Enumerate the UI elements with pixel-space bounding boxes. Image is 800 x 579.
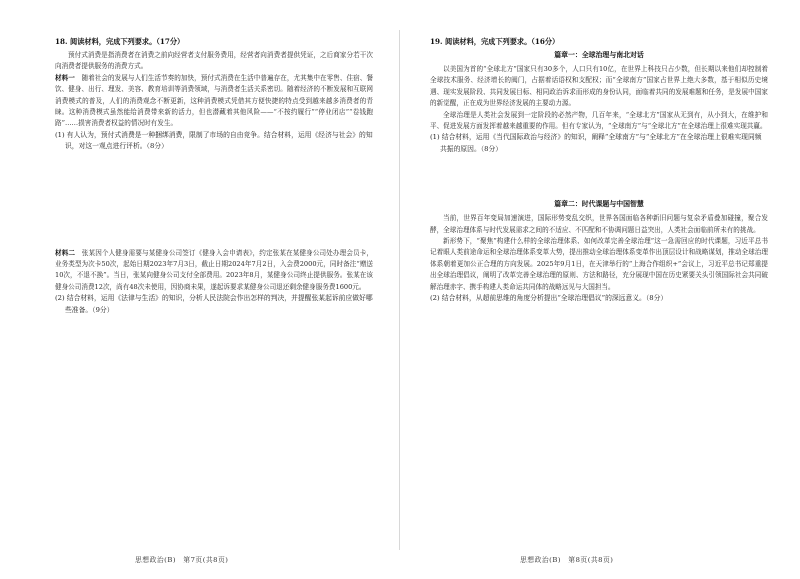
chapter-1-subquestion: (1) 结合材料，运用《当代国际政治与经济》的知识，阐释“全球南方”与“全球北方”在全球治理上很难实现同频共振的原因。（8分） <box>430 133 762 153</box>
subquestion-1: (1) 有人认为，预付式消费是一种捆绑消费，限制了市场的自由竞争。结合材料，运用《经济与社会》的知识，对这一观点进行评析。（8分） <box>55 130 373 151</box>
question-19 <box>430 36 768 305</box>
answer-space-2 <box>430 155 768 199</box>
chapter-2-paragraph-1: 当前，世界百年变局加速演进，国际形势变乱交织，世界各国面临各种新旧问题与复杂矛盾叠加碰撞，聚合发酵，全球治理体系与时代发展需求之间的不适应、不匹配和不协调问题日益突出，人类社会面临前所未有的挑战。 <box>430 214 768 234</box>
chapter-1-paragraph-2: 全球治理是人类社会发展到一定阶段的必然产物，几百年来，“全球北方”国家从无到有，从小到大，在维护和平、促进发展方面发挥着越来越重要的作用。但有专家认为，“全球南方”与“全球北方”在全球治理上很难实现共赢。 <box>430 110 768 131</box>
material-2-label: 材料二 <box>55 248 76 257</box>
subquestion-2: (2) 结合材料，运用《法律与生活》的知识，分析人民法院会作出怎样的判决，并提醒张某起诉前应做好哪些准备。（9分） <box>55 294 373 314</box>
material-2-text: 张某因个人健身需要与某健身公司签订《健身入会申请表》，约定张某在某健身公司处办理会员卡，业务类型为次卡50次，起始日期2023年7月3日，截止日期2024年7月2日，入会费2000元，同时备注“赠送10次，不退不换”。当日，张某向健身公司支付全部费用。2023年8月，某健身公司终止提供服务。张某在该健身公司消费12次，尚有48次未使用，因协商未果，遂起诉要求某健身公司退还剩余健身服务费1600元。 <box>55 248 374 291</box>
material-2 <box>55 248 373 294</box>
question-19-title: 19. 阅读材料，完成下列要求。（16分） <box>430 37 560 46</box>
question-18-title: 18. 阅读材料，完成下列要求。（17分） <box>55 37 185 46</box>
material-1-text: 随着社会的发展与人们生活节奏的加快，预付式消费在生活中普遍存在，尤其集中在零售、住宿、餐饮、健身、出行、理发、美容、教育培训等消费领域，与消费者生活关系密切。随着经济的不断发展和互联网消费模式的普及，人们的消费观念不断更新，这种消费模式凭借其方便快捷的特点受到越来越多消费者的青睐。这种消费模式虽然能给消费带来新的活力，但也潜藏着其他风险——“不按约履行”“停业闭店”“卷钱跑路”……损害消费者权益的情况时有发生。 <box>55 73 374 128</box>
answer-space-1 <box>55 153 373 248</box>
material-1-label: 材料一 <box>55 73 75 82</box>
chapter-2-title: 篇章二：时代课题与中国智慧 <box>554 200 644 209</box>
page-8 <box>400 0 800 579</box>
page-footer-right: 思想政治(B) 第8页(共8页) <box>520 556 614 564</box>
chapter-2-paragraph-2: 新形势下，“聚焦”构建什么样的全球治理体系、如何改革完善全球治理”这一急需回应的时代课题，习近平总书记着眼人类前途命运和全球治理体系变革大势，提出推动全球治理体系变革作出顶层设计和战略谋划，推动全球治理体系朝着更加公正合理的方向发展。2025年9月1日，在天津举行的“上海合作组织+”会议上，习近平总书记郑重提出全球治理倡议，阐明了改革完善全球治理的原则、方法和路径，充分展现中国在历史紧要关头引领国际社会共同破解治理赤字、携手构建人类命运共同体的战略远见与大国担当。 <box>430 237 768 291</box>
chapter-1-paragraph-1: 以美国为首的“全球北方”国家只有30多个，人口只有10亿，在世界上科技只占少数，但长期以来他们却控制着全球技术服务、经济增长的阀门，占据着话语权和支配权；而“全球南方”国家占世界上绝大多数，基于相似历史境遇、现实发展阶段、共同发展目标、相同政治诉求而形成的身份认同，面临着共同的发展难题和任务，是发展中国家的新觉醒，正在成为世界经济发展的主要动力源。 <box>430 65 768 108</box>
chapter-1-title: 篇章一：全球治理与南北对话 <box>554 51 644 59</box>
material-1 <box>55 73 373 130</box>
question-18-intro: 预付式消费是指消费者在消费之前向经营者支付服务费用，经营者向消费者提供凭证，之后商家分若干次向消费者提供服务的消费方式。 <box>55 51 373 71</box>
chapter-2-subquestion: (2) 结合材料，从超前思维的角度分析提出“全球治理倡议”的深远意义。（8分） <box>430 294 668 303</box>
page-footer-left: 思想政治(B) 第7页(共8页) <box>135 556 229 564</box>
question-18 <box>55 36 373 316</box>
